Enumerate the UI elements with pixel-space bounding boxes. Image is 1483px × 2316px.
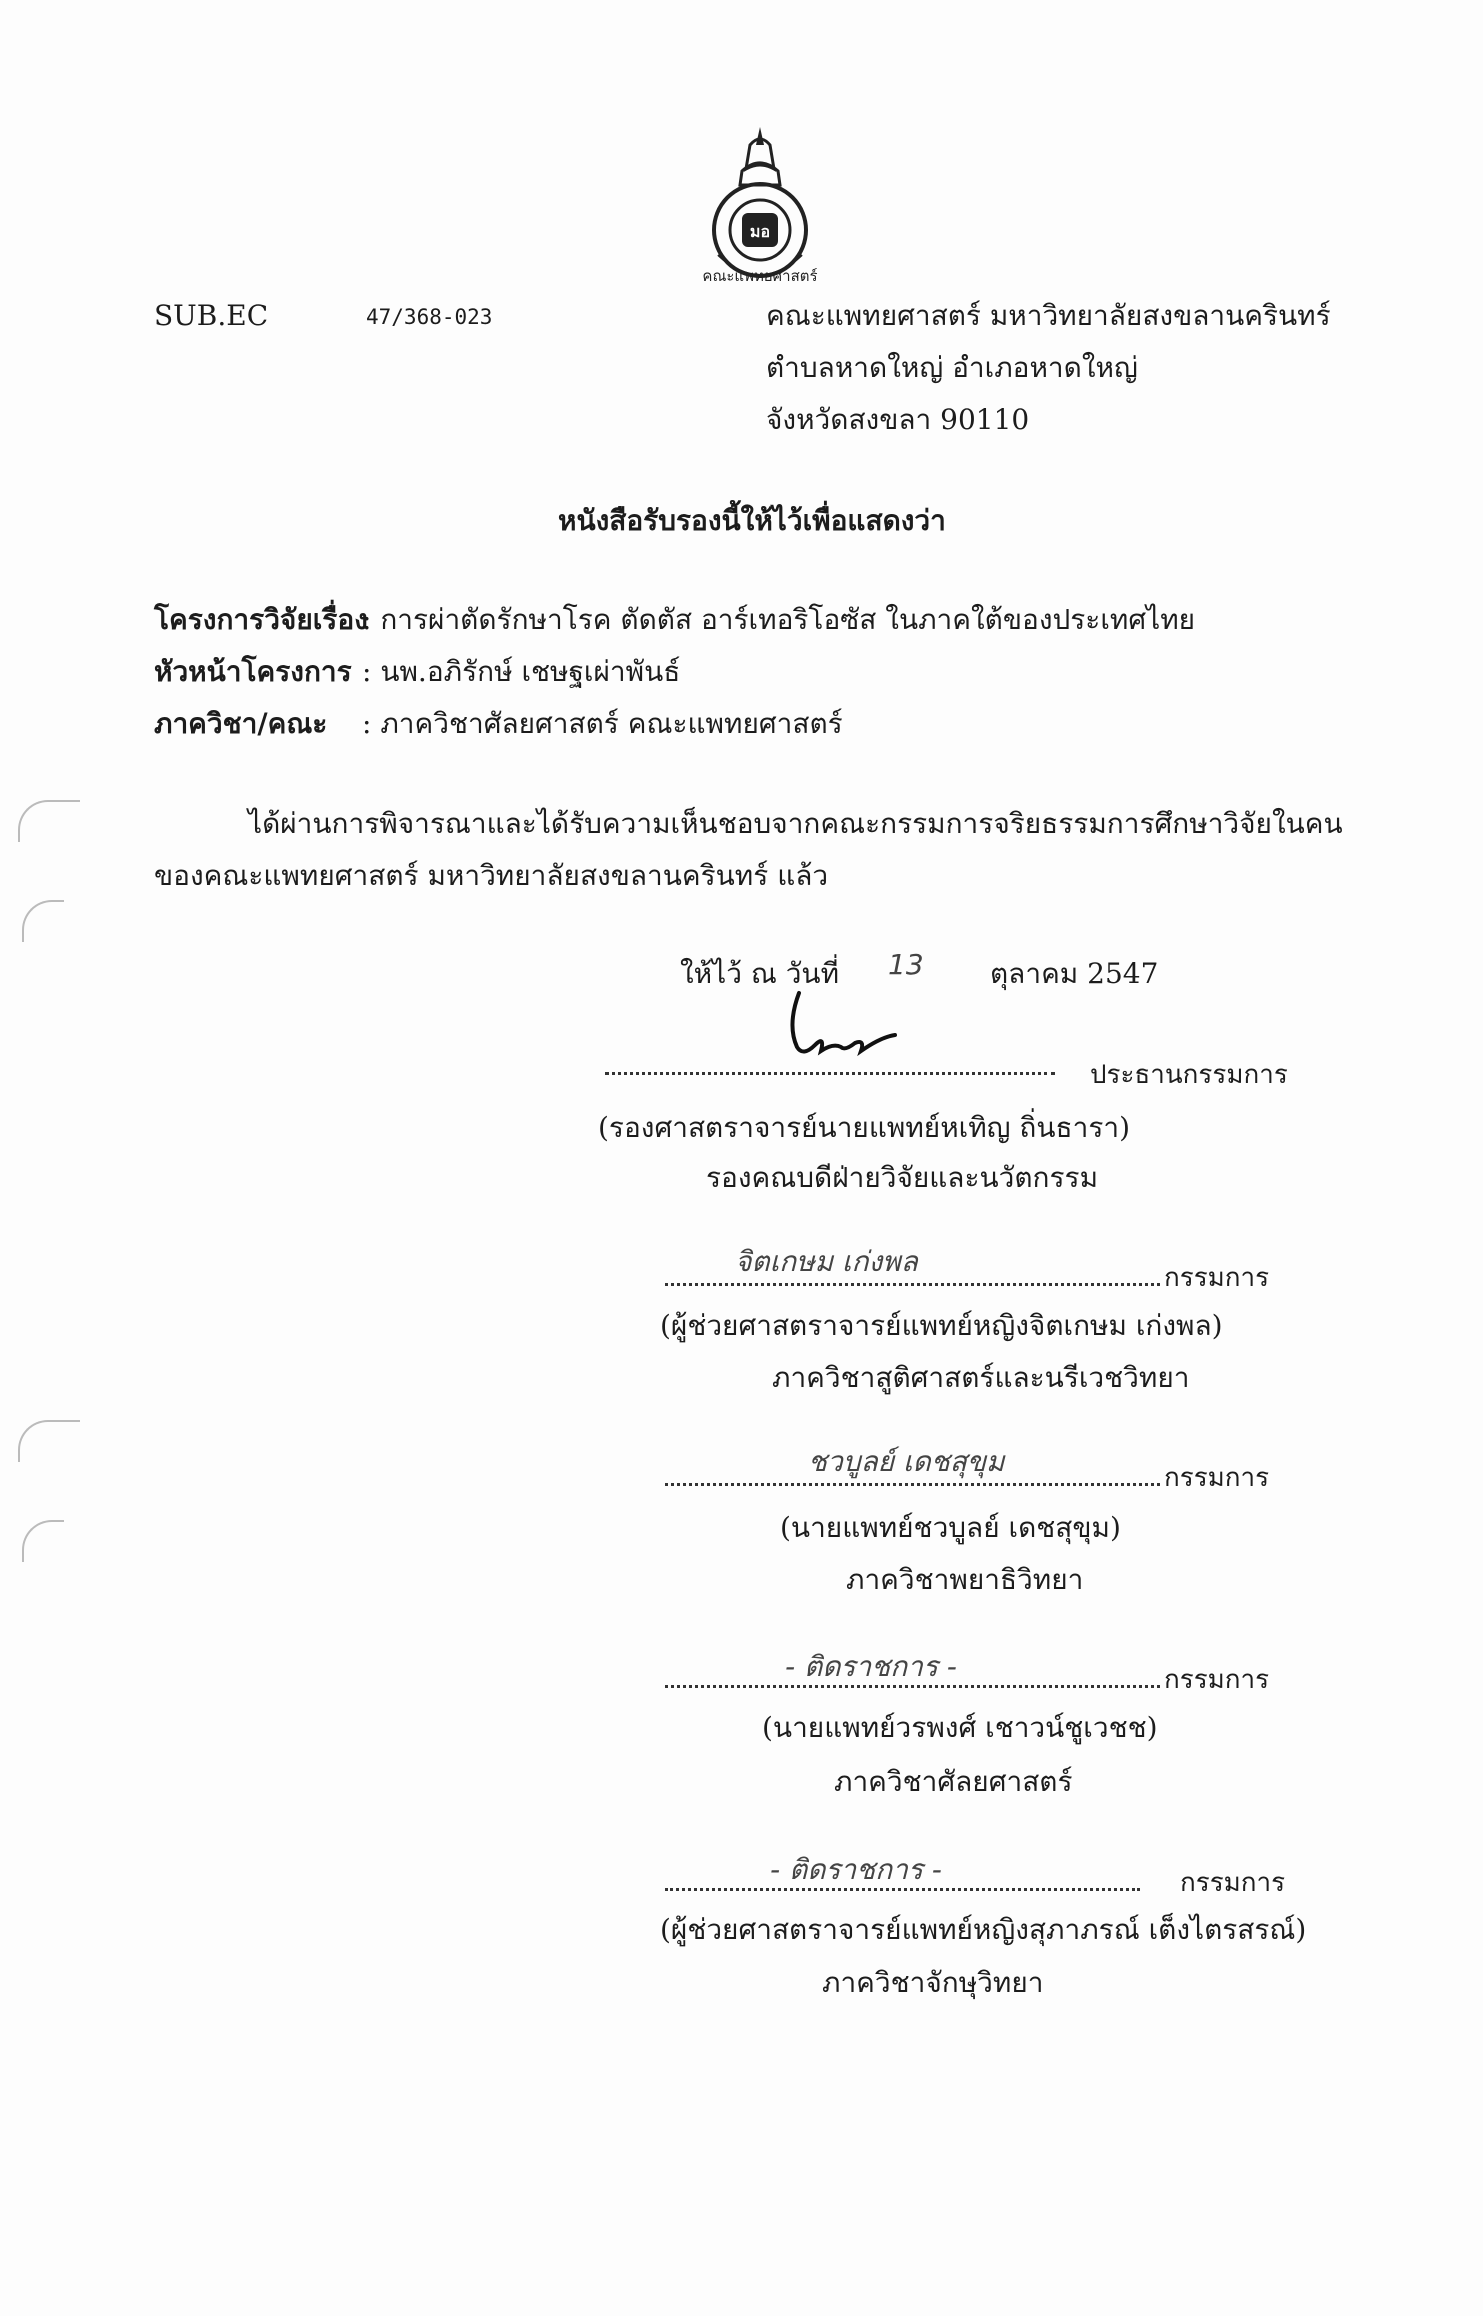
address-line-1: คณะแพทยศาสตร์ มหาวิทยาลัยสงขลานครินทร์: [766, 299, 1331, 332]
field-label-project: โครงการวิจัยเรื่อง: [154, 603, 368, 636]
field-value-project: : การผ่าตัดรักษาโรค ตัดตัส อาร์เทอริโอซัส ในภาคใต้ของประเทศไทย: [362, 603, 1196, 636]
signature-committee-3: - ติดราชการ -: [785, 1650, 957, 1683]
field-label-department: ภาควิชา/คณะ: [154, 707, 328, 740]
field-value-department: : ภาควิชาศัลยศาสตร์ คณะแพทยศาสตร์: [362, 707, 843, 740]
seal-caption: คณะแพทยศาสตร์: [702, 267, 818, 285]
signatory-position-committee-2: ภาควิชาพยาธิวิทยา: [846, 1563, 1084, 1596]
punch-hole-mark: [18, 1420, 80, 1462]
signatory-role-chairman: ประธานกรรมการ: [1090, 1060, 1288, 1090]
signature-committee-2: ชวบูลย์ เดชสุขุม: [808, 1445, 1005, 1478]
body-line-2: ของคณะแพทยศาสตร์ มหาวิทยาลัยสงขลานครินทร์ แล้ว: [154, 859, 829, 892]
signatory-position-committee-1: ภาควิชาสูติศาสตร์และนรีเวชวิทยา: [772, 1361, 1190, 1394]
body-line-1: ได้ผ่านการพิจารณาและได้รับความเห็นชอบจากคณะกรรมการจริยธรรมการศึกษาวิจัยในคน: [248, 807, 1343, 840]
signature-line-committee-4: [665, 1888, 1140, 1891]
signatory-name-committee-4: (ผู้ช่วยศาสตราจารย์แพทย์หญิงสุภาภรณ์ เต็งไตรสรณ์): [660, 1913, 1307, 1946]
chairman-signature: [785, 985, 905, 1070]
signatory-name-chairman: (รองศาสตราจารย์นายแพทย์หเทิญ ถิ่นธารา): [598, 1111, 1131, 1144]
date-prefix: ให้ไว้ ณ วันที่: [680, 957, 840, 990]
signature-committee-1: จิตเกษม เก่งพล: [735, 1245, 918, 1278]
signatory-role-committee-2: กรรมการ: [1164, 1463, 1270, 1493]
field-value-leader: : นพ.อภิรักษ์ เชษฐเผ่าพันธ์: [362, 655, 681, 688]
signature-committee-4: - ติดราชการ -: [770, 1853, 942, 1886]
signatory-role-committee-3: กรรมการ: [1164, 1665, 1270, 1695]
signature-line-committee-3: [665, 1685, 1160, 1688]
signature-line-committee-1: [665, 1283, 1160, 1286]
svg-text:มอ: มอ: [749, 222, 771, 241]
punch-hole-mark: [22, 1520, 64, 1562]
date-month-year: ตุลาคม 2547: [990, 957, 1159, 990]
date-day-handwritten: 13: [888, 948, 924, 981]
signature-line-committee-2: [665, 1483, 1160, 1486]
signatory-name-committee-3: (นายแพทย์วรพงศ์ เชาวน์ชูเวชช): [762, 1711, 1158, 1744]
signature-line-chairman: [605, 1072, 1055, 1075]
punch-hole-mark: [22, 900, 64, 942]
signatory-role-committee-4: กรรมการ: [1180, 1868, 1286, 1898]
signatory-position-committee-4: ภาควิชาจักษุวิทยา: [822, 1966, 1044, 1999]
signatory-position-committee-3: ภาควิชาศัลยศาสตร์: [834, 1765, 1073, 1798]
address-line-3: จังหวัดสงขลา 90110: [766, 403, 1030, 436]
ref-number: 47/368-023: [366, 305, 493, 329]
signatory-name-committee-2: (นายแพทย์ชวบูลย์ เดชสุขุม): [780, 1511, 1121, 1544]
university-seal-logo: [690, 125, 830, 285]
punch-hole-mark: [18, 800, 80, 842]
field-label-leader: หัวหน้าโครงการ: [154, 655, 352, 688]
signatory-role-committee-1: กรรมการ: [1164, 1263, 1270, 1293]
signatory-name-committee-1: (ผู้ช่วยศาสตราจารย์แพทย์หญิงจิตเกษม เก่งพล): [660, 1309, 1223, 1342]
document-title: หนังสือรับรองนี้ให้ไว้เพื่อแสดงว่า: [558, 504, 946, 537]
address-line-2: ตำบลหาดใหญ่ อำเภอหาดใหญ่: [766, 351, 1138, 384]
signatory-position-chairman: รองคณบดีฝ่ายวิจัยและนวัตกรรม: [706, 1161, 1099, 1194]
ref-prefix: SUB.EC: [154, 299, 269, 332]
